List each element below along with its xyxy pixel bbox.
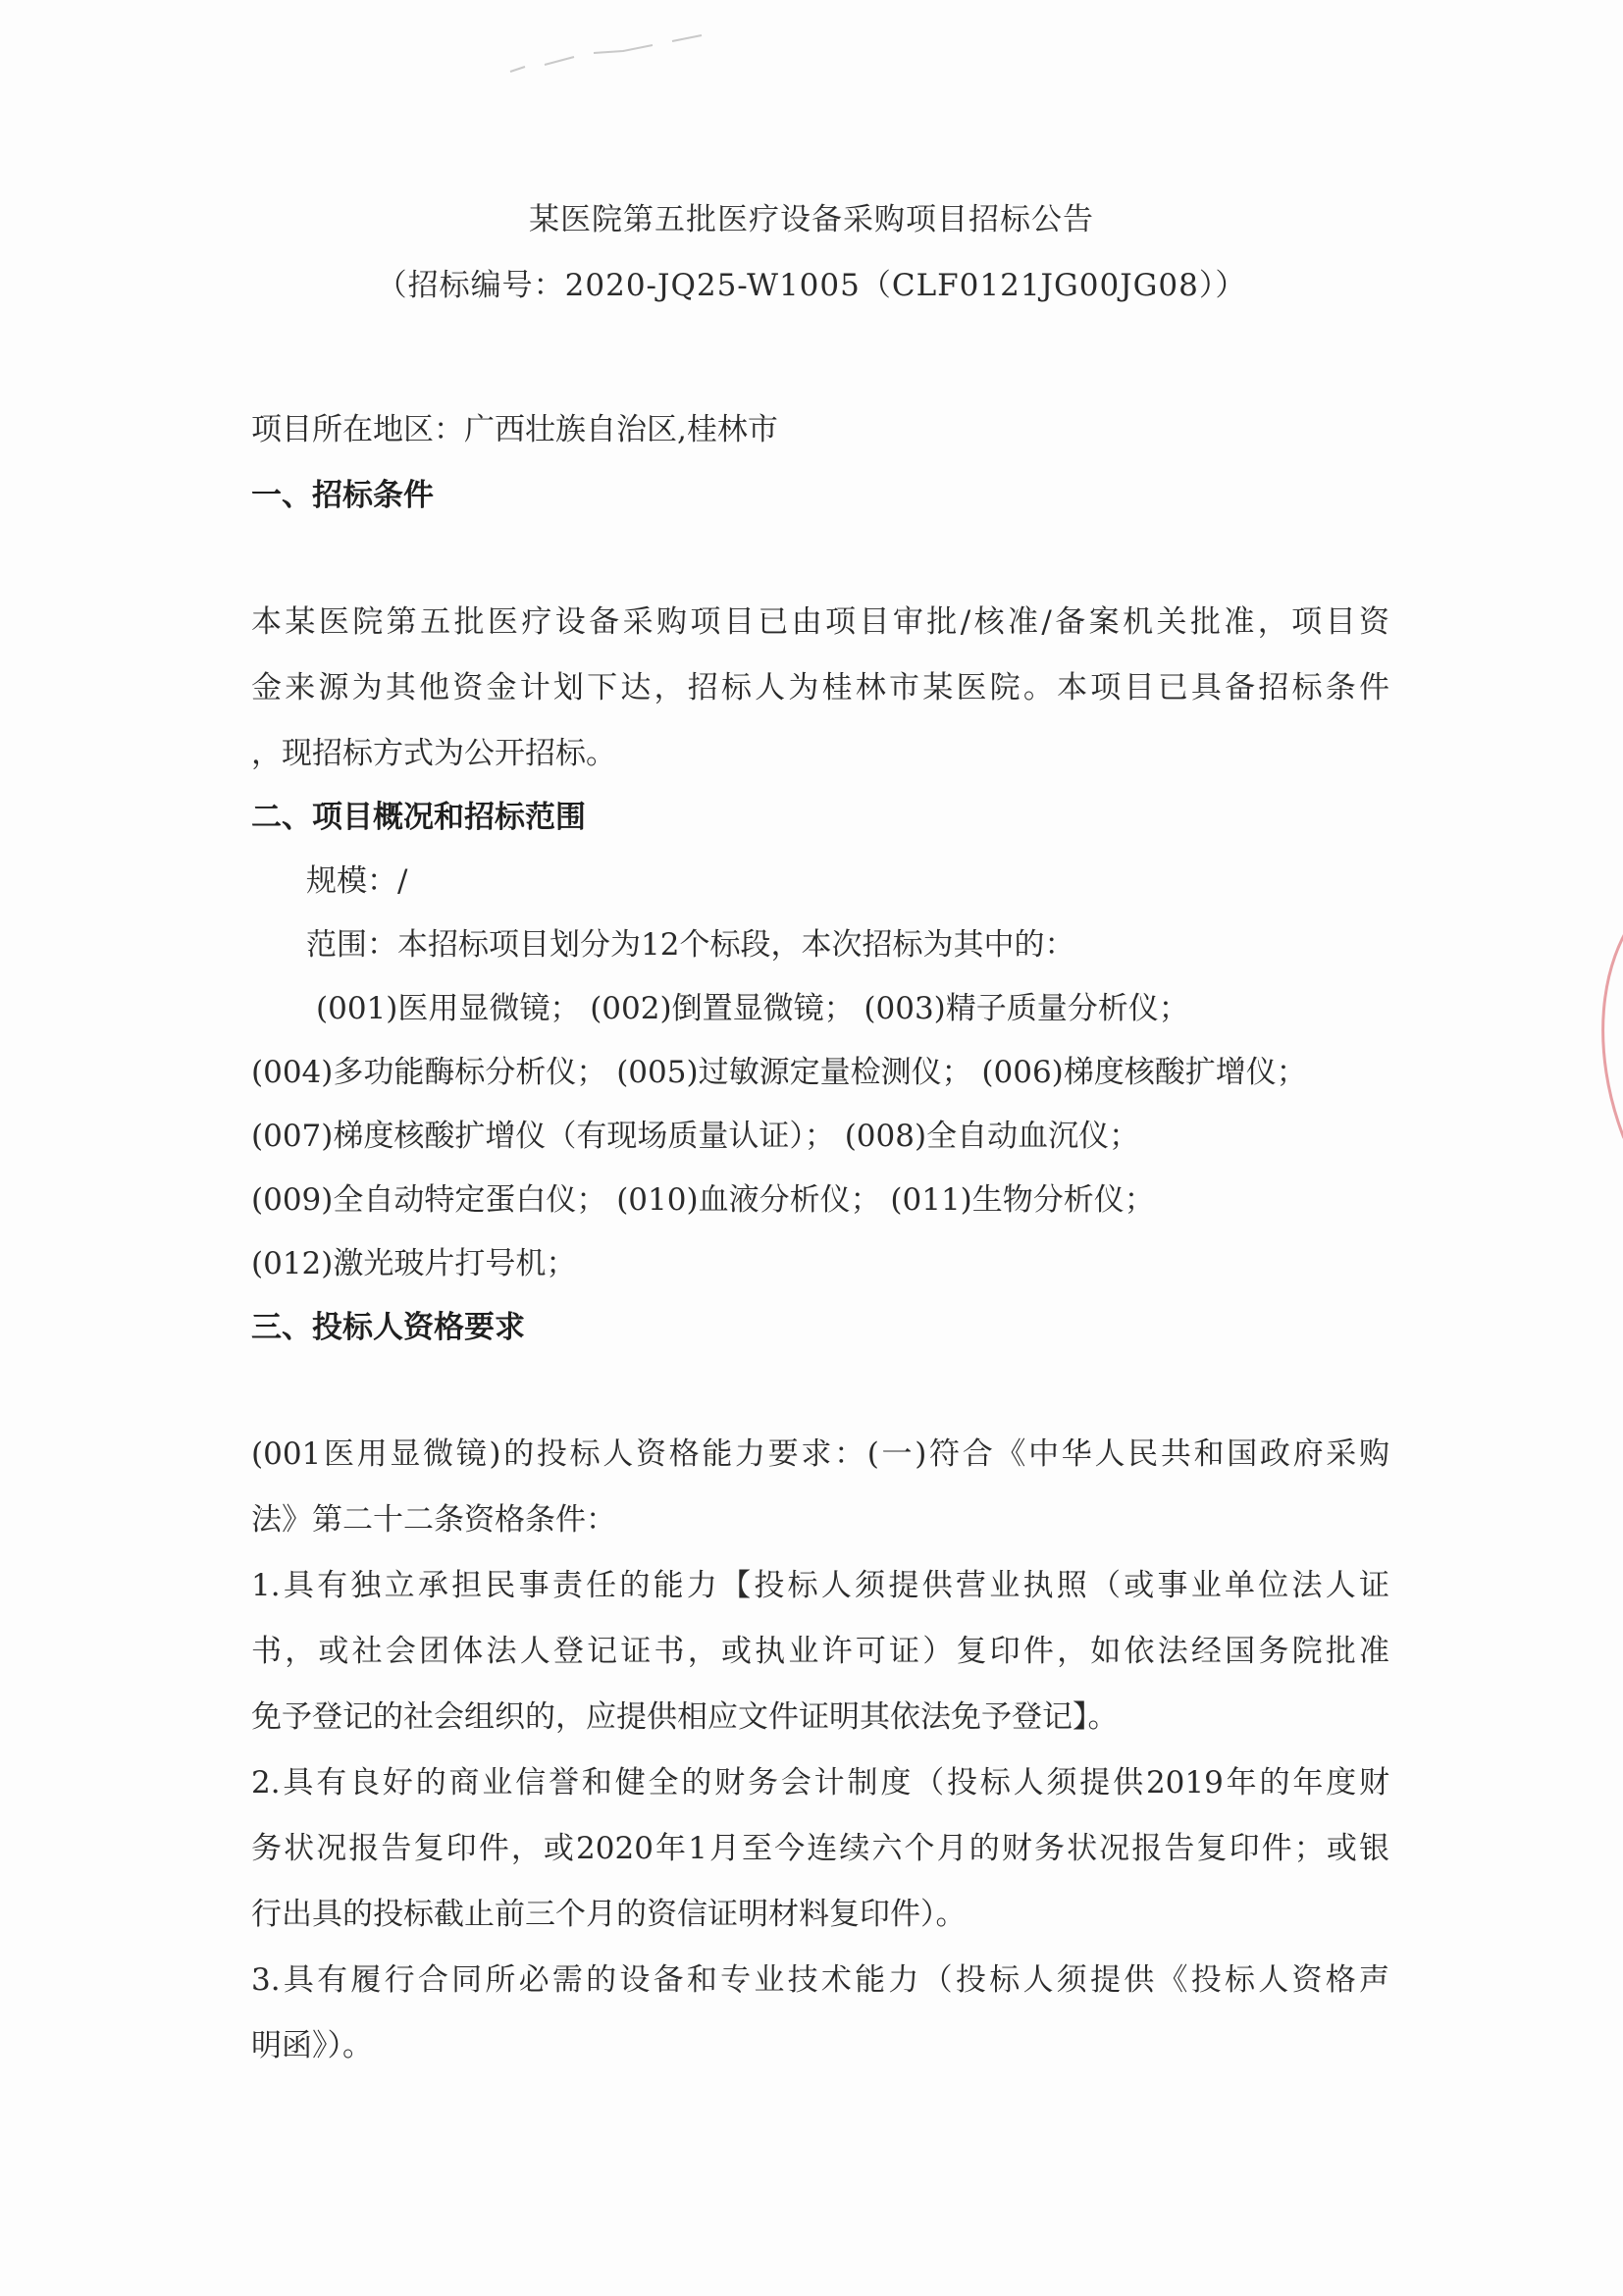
requirement-3-line-1: 3.具有履行合同所必需的设备和专业技术能力（投标人须提供《投标人资格声 (251, 1962, 1389, 1998)
bid-conditions-line-1: 本某医院第五批医疗设备采购项目已由项目审批/核准/备案机关批准，项目资 (251, 604, 1389, 640)
requirement-2-line-1: 2.具有良好的商业信誉和健全的财务会计制度（投标人须提供2019年的年度财 (251, 1765, 1389, 1800)
page-title: 某医院第五批医疗设备采购项目招标公告 (529, 202, 1094, 237)
project-region: 项目所在地区：广西壮族自治区,桂林市 (251, 412, 778, 447)
requirement-1-line-2: 书，或社会团体法人登记证书，或执业许可证）复印件，如依法经国务院批准 (251, 1634, 1389, 1669)
lots-line-5: (012)激光玻片打号机； (251, 1246, 577, 1281)
lots-line-3: (007)梯度核酸扩增仪（有现场质量认证）； (008)全自动血沉仪； (251, 1119, 1140, 1154)
section-heading-bidder-qualifications: 三、投标人资格要求 (251, 1310, 525, 1345)
scan-smudge-mark (505, 27, 711, 86)
red-stamp-edge (1570, 903, 1623, 1158)
bid-conditions-line-3: ，现招标方式为公开招标。 (251, 736, 616, 771)
qualification-intro-line-2: 法》第二十二条资格条件： (251, 1502, 616, 1538)
lots-line-1: (001)医用显微镜； (002)倒置显微镜； (003)精子质量分析仪； (316, 991, 1189, 1026)
requirement-1-line-1: 1.具有独立承担民事责任的能力【投标人须提供营业执照（或事业单位法人证 (251, 1568, 1389, 1603)
scope-text: 范围：本招标项目划分为12个标段，本次招标为其中的： (306, 927, 1075, 963)
section-heading-bid-conditions: 一、招标条件 (251, 478, 434, 513)
requirement-3-line-2: 明函》）。 (251, 2028, 373, 2063)
requirement-2-line-3: 行出具的投标截止前三个月的资信证明材料复印件）。 (251, 1897, 967, 1932)
lots-line-4: (009)全自动特定蛋白仪； (010)血液分析仪； (011)生物分析仪； (251, 1182, 1155, 1218)
scale-text: 规模：/ (306, 863, 408, 899)
qualification-intro-line-1: (001医用显微镜)的投标人资格能力要求：(一)符合《中华人民共和国政府采购 (251, 1436, 1389, 1472)
bid-number: （招标编号：2020-JQ25-W1005（CLF0121JG00JG08）） (376, 268, 1247, 303)
lots-line-2: (004)多功能酶标分析仪； (005)过敏源定量检测仪； (006)梯度核酸扩增仪； (251, 1055, 1307, 1090)
section-heading-overview-scope: 二、项目概况和招标范围 (251, 800, 586, 835)
bid-conditions-line-2: 金来源为其他资金计划下达，招标人为桂林市某医院。本项目已具备招标条件 (251, 670, 1389, 705)
requirement-1-line-3: 免予登记的社会组织的，应提供相应文件证明其依法免予登记】。 (251, 1699, 1119, 1735)
requirement-2-line-2: 务状况报告复印件，或2020年1月至今连续六个月的财务状况报告复印件；或银 (251, 1831, 1389, 1866)
